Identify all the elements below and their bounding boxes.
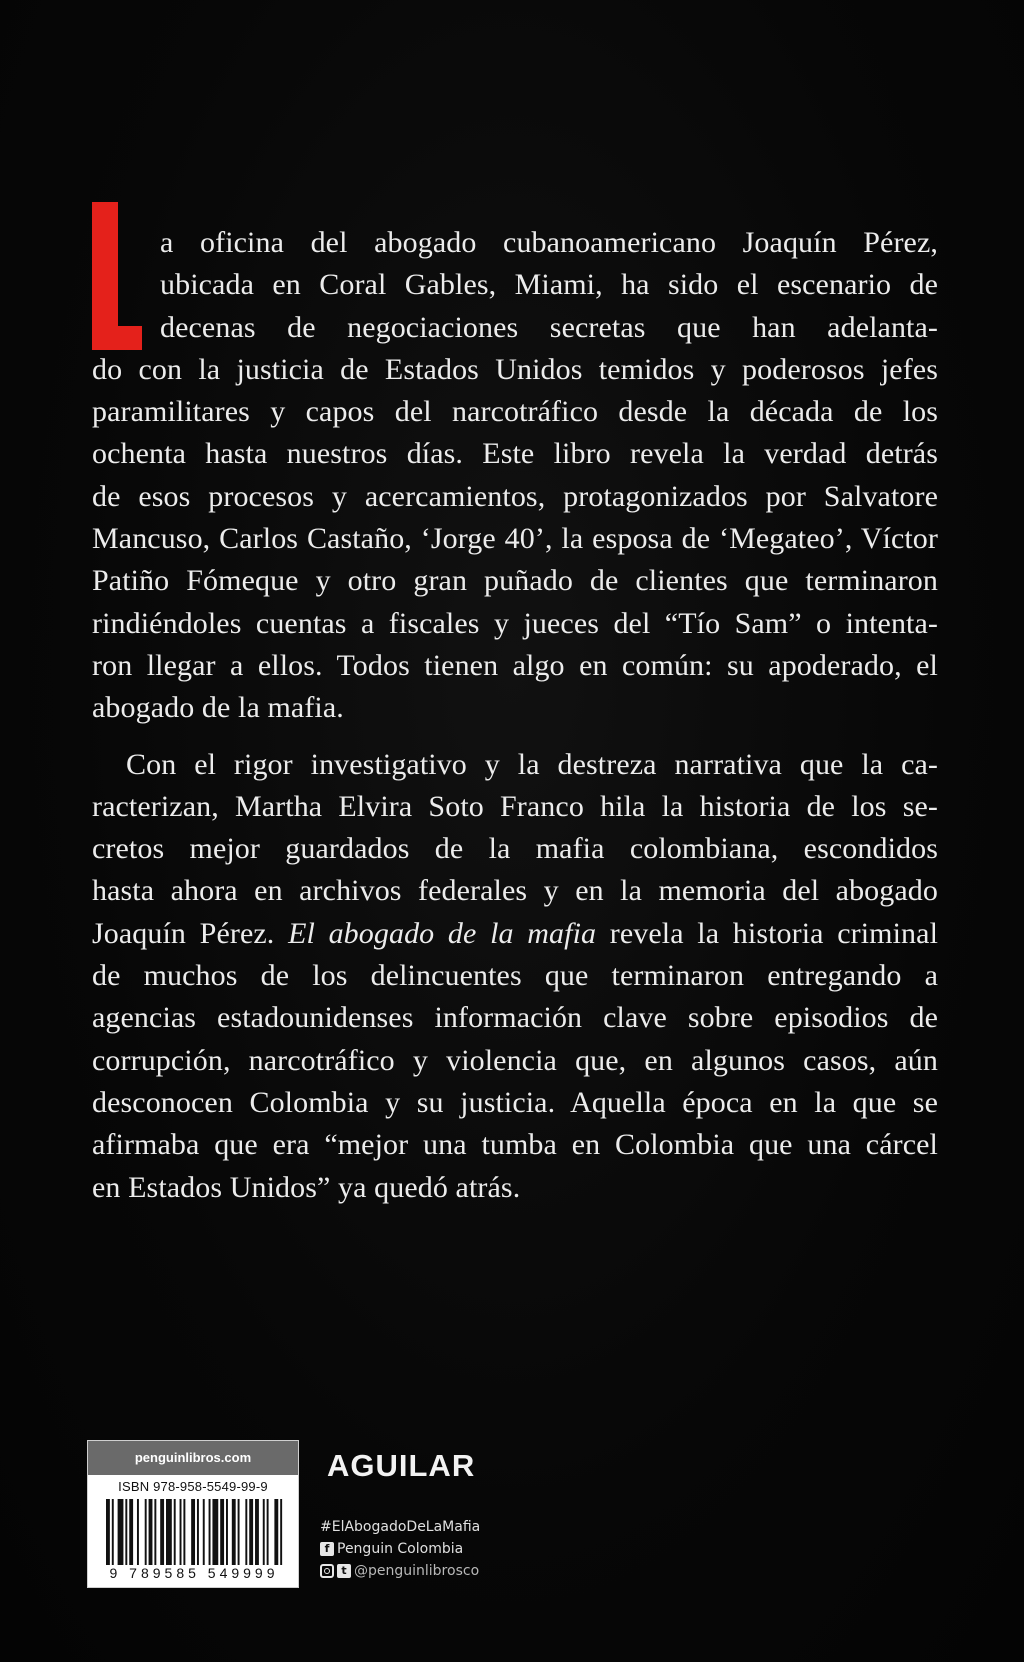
publisher-logo-svg xyxy=(327,1440,507,1488)
blurb-paragraph-1 xyxy=(92,222,938,730)
blurb-line: ubicada en Coral Gables, Miami, ha sido el escenario de xyxy=(160,268,938,302)
isbn-number: ISBN 978-958-5549-99-9 xyxy=(118,1479,268,1494)
twitter-icon: t xyxy=(337,1564,351,1578)
hashtag-line xyxy=(320,1516,580,1538)
book-title-italic: El abogado de la mafia xyxy=(288,916,597,950)
social-handle: @penguinlibrosco xyxy=(354,1563,480,1579)
social-links xyxy=(320,1516,580,1582)
facebook-handle: Penguin Colombia xyxy=(337,1541,464,1557)
blurb xyxy=(92,222,938,1209)
blurb-line: agencias estadounidenses información clave sobre episodios de xyxy=(92,1001,938,1035)
blurb-line: Con el rigor investigativo y la destreza narrativa que la ca- xyxy=(126,747,938,781)
blurb-line: do con la justicia de Estados Unidos temidos y poderosos jefes xyxy=(92,352,938,386)
blurb-text: revela la historia criminal xyxy=(596,916,938,950)
blurb-line: desconocen Colombia y su justicia. Aquella época en la que se xyxy=(92,1085,938,1119)
barcode-bars xyxy=(106,1499,286,1565)
facebook-icon: f xyxy=(320,1542,334,1556)
blurb-line: Patiño Fómeque y otro gran puñado de clientes que terminaron xyxy=(92,564,938,598)
barcode-digits: 9 789585 549999 xyxy=(109,1565,279,1581)
blurb-line xyxy=(92,913,938,955)
blurb-line: afirmaba que era “mejor una tumba en Colombia que una cárcel xyxy=(92,1128,938,1162)
blurb-line: en Estados Unidos” ya quedó atrás. xyxy=(92,1170,521,1204)
blurb-line: racterizan, Martha Elvira Soto Franco hila la historia de los se- xyxy=(92,789,938,823)
blurb-line: de esos procesos y acercamientos, protagonizados por Salvatore xyxy=(92,479,938,513)
dropcap-letter xyxy=(92,202,142,350)
blurb-line: ron llegar a ellos. Todos tienen algo en común: su apoderado, el xyxy=(92,648,938,682)
blurb-line: a oficina del abogado cubanoamericano Joaquín Pérez, xyxy=(160,226,938,259)
facebook-line xyxy=(320,1538,580,1560)
blurb-line: paramilitares y capos del narcotráfico desde la década de los xyxy=(92,395,938,429)
hashtag: #ElAbogadoDeLaMafia xyxy=(320,1519,481,1535)
instagram-twitter-line xyxy=(320,1560,580,1582)
publisher-name: AGUILAR xyxy=(327,1448,476,1483)
blurb-line: ochenta hasta nuestros días. Este libro revela la verdad detrás xyxy=(92,437,938,471)
blurb-line: rindiéndoles cuentas a fiscales y jueces del “Tío Sam” o intenta- xyxy=(92,606,938,640)
blurb-line: de muchos de los delincuentes que terminaron entregando a xyxy=(92,959,938,993)
blurb-paragraph-2 xyxy=(92,744,938,1209)
isbn-barcode xyxy=(87,1440,299,1588)
blurb-line: Mancuso, Carlos Castaño, ‘Jorge 40’, la esposa de ‘Megateo’, Víctor xyxy=(92,522,938,556)
blurb-line: corrupción, narcotráfico y violencia que, en algunos casos, aún xyxy=(92,1043,938,1077)
blurb-line: hasta ahora en archivos federales y en la memoria del abogado xyxy=(92,874,938,908)
blurb-line: cretos mejor guardados de la mafia colombiana, escondidos xyxy=(92,832,938,866)
instagram-icon xyxy=(320,1564,334,1578)
blurb-line: decenas de negociaciones secretas que han adelanta- xyxy=(160,310,938,344)
blurb-line: abogado de la mafia. xyxy=(92,691,344,725)
publisher-url: penguinlibros.com xyxy=(88,1441,298,1475)
publisher-logo xyxy=(327,1440,507,1488)
blurb-text: Joaquín Pérez. xyxy=(92,916,289,950)
